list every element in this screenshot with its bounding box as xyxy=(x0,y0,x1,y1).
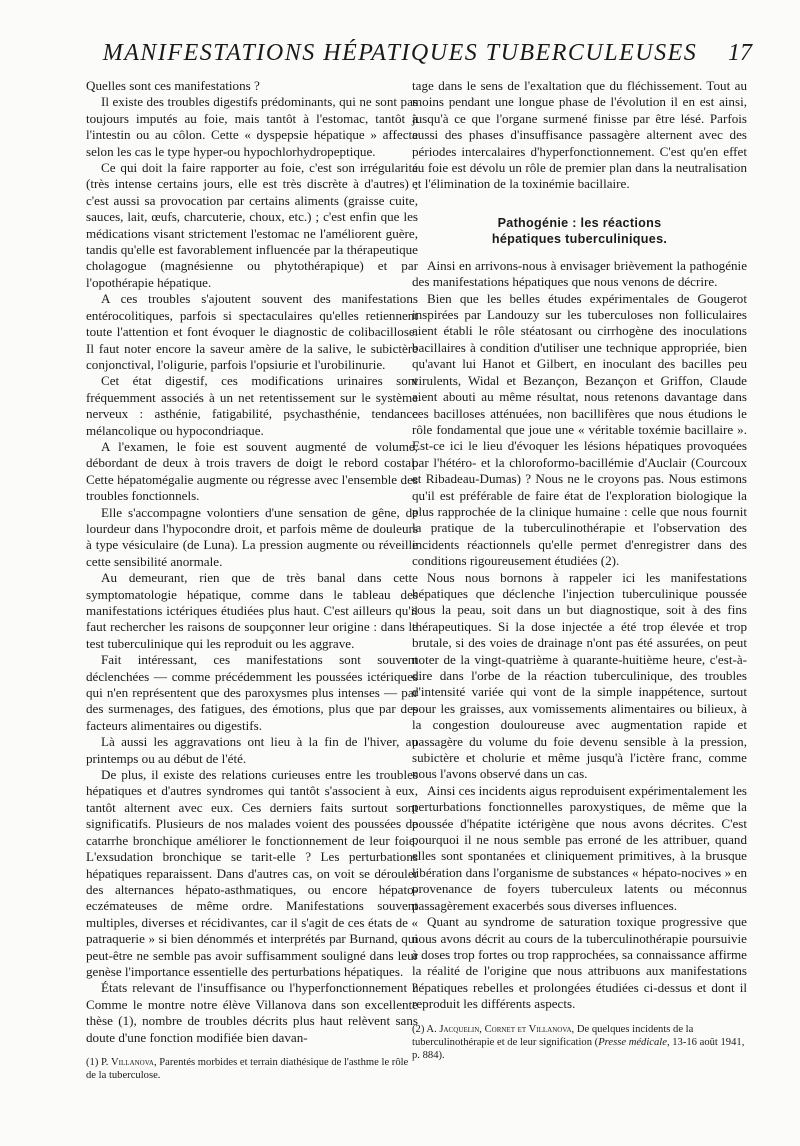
paragraph: Quelles sont ces manifestations ? xyxy=(86,78,260,93)
footnote-1 xyxy=(86,1056,418,1082)
paragraph: États relevant de l'insuffisance ou l'hyperfonctionnement ? Comme le montre notre élève Villanova dans son excellente thèse (1), nombre de troubles décrits plus haut relèvent sans doute d'une fonction modifiée bien davan- xyxy=(86,980,418,1045)
footnote-marker: (2) A. xyxy=(412,1023,437,1035)
paragraph: Cet état digestif, ces modifications urinaires sont fréquemment associés à un net retentissement sur le système nerveux : asthénie, fatigabilité, psychasthénie, tendance mélancolique ou hypocondriaque. xyxy=(86,373,418,438)
paragraph: A l'examen, le foie est souvent augmenté de volume, débordant de deux à trois travers de doigt le rebord costal. Cette hépatomégalie augmente ou régresse avec l'ensemble des troubles fonctionnels. xyxy=(86,438,418,504)
paragraph: Ce qui doit la faire rapporter au foie, c'est son irrégularité (très intense certains jours, elle est très discrète à d'autres) ; c'est aussi sa provocation par certains aliments (graisse cuite, sauces, lait, œufs, charcuterie, choux, etc.) ; c'est enfin que les médications visant strictement l'estomac ne l'améliorent guère, tandis qu'elle est favorablement influencée par la thérapeutique cholagogue (magnésienne ou phytothérapique) et par l'opothérapie hépatique. xyxy=(86,160,418,290)
paragraph: Fait intéressant, ces manifestations sont souvent déclenchées — comme précédemment les poussées ictériques qui n'en représentent que des paroxysmes plus intenses — par des surmenages, des fatigues, des émotions, plus que par des facteurs alimentaires ou digestifs. xyxy=(86,652,418,733)
section-heading-line: hépatiques tuberculiniques. xyxy=(491,231,668,246)
paragraph: Nous nous bornons à rappeler ici les manifestations hépatiques que déclenche l'injection tuberculinique poussée sous la peau, soit dans un but diagnostique, soit à des fins thérapeutiques. Si la dose injectée a été trop élevée et trop brutale, si des voies de drainage n'ont pas été assurées, on peut noter de la vingt-quatrième à quarante-huitième heure, c'est-à-dire dans l'orbe de la réaction tuberculinique, des troubles d'intensité variée qui vont de la simple inappétence, surtout pour les graisses, aux vomissements alimentaires ou bilieux, à la congestion douloureuse avec augmentation rapide et passagère du volume du foie devenu sensible à la pression, subictère et cholurie et même jusqu'à l'ictère franc, comme nous l'avons observé dans un cas. xyxy=(412,569,747,782)
paragraph: De plus, il existe des relations curieuses entre les troubles hépatiques et d'autres syndromes qui tantôt s'associent à eux, tantôt alternent avec eux. Ces derniers faits surtout sont significatifs. Plusieurs de nos malades voient des poussées de catarrhe bronchique améliorer le fonctionnement de leur foie. L'exsudation bronchique se tarit-elle ? Les perturbations hépatiques reparaissent. Dans d'autres cas, on voit se dérouler des alternances hépato-asthmatiques, ou encore hépato-eczémateuses de même ordre. Manifestations souvent multiples, diverses et récidivantes, car il s'agit de ces états de « patraquerie » si bien dénommés et interprétés par Burnand, qui peut-être ne semble pas avoir suffisamment souligné dans leur genèse l'importance essentielle des perturbations hépatiques. xyxy=(86,767,418,979)
footnote-authors: Jacquelin, Cornet et Villanova xyxy=(439,1023,572,1035)
running-title: MANIFESTATIONS HÉPATIQUES TUBERCULEUSES xyxy=(102,40,698,66)
footnote-author: Villanova xyxy=(111,1056,154,1068)
paragraph: Il existe des troubles digestifs prédominants, qui ne sont pas toujours imputés au foie, mais tantôt à l'estomac, tantôt à l'intestin ou au côlon. Cette « dyspepsie hépatique » affecte selon les cas le type hyper-ou hypochlorhydropeptique. xyxy=(86,94,418,159)
footnote-ref: , 13-16 août 1941, p. 884). xyxy=(412,1036,745,1061)
left-column xyxy=(86,78,418,1082)
paragraph: Quant au syndrome de saturation toxique progressive que nous avons décrit au cours de la tuberculinothérapie poursuivie à doses trop fortes ou trop rapprochées, sa connaissance affirme la réalité de l'origine que nous attribuons aux manifestations hépatiques rebelles et prolongées étudiées ci-dessus et dont il reproduit les différents aspects. xyxy=(412,914,747,1012)
footnote-text: , Parentés morbides et terrain diathésique de l'asthme le rôle de la tuberculose. xyxy=(86,1056,409,1082)
paragraph: Elle s'accompagne volontiers d'une sensation de gêne, de lourdeur dans l'hypocondre droit, et parfois même de douleurs à type vésiculaire (de Luna). La pression augmente ou réveille cette sensibilité anormale. xyxy=(86,504,418,569)
paragraph: A ces troubles s'ajoutent souvent des manifestations entérocolitiques, parfois si spectaculaires qu'elles retiennent toute l'attention et font évoquer le diagnostic de colibacillose. Il faut noter encore la saveur amère de la salive, le subictère conjonctival, l'oligurie, parfois l'opsiurie et l'urobilinurie. xyxy=(86,291,418,372)
right-column xyxy=(412,78,747,1062)
paragraph: Au demeurant, rien que de très banal dans cette symptomatologie hépatique, comme dans le tableau des manifestations ictériques étudiées plus haut. C'est ailleurs qu'il faut rechercher les raisons de soupçonner leur origine : dans le test tuberculinique qui les reproduit ou les aggrave. xyxy=(86,570,418,651)
page-header xyxy=(0,40,800,76)
section-heading xyxy=(412,215,747,247)
paragraph: Ainsi en arrivons-nous à envisager brièvement la pathogénie des manifestations hépatiques que nous venons de décrire. xyxy=(412,257,747,290)
paragraph: Ainsi ces incidents aigus reproduisent expérimentalement les perturbations fonctionnelles paroxystiques, de même que la poussée d'hépatite ictérigène que nous avons décrites. C'est pourquoi il ne nous semble pas erroné de les attribuer, quand elles sont spontanées et cliniquement primitives, à la brusque libération dans l'organisme de substances « hépato-nocives » en provenance de foyers tuberculeux latents ou méconnus passagèrement exacerbés sous diverses influences. xyxy=(412,782,747,913)
footnote-2 xyxy=(412,1023,747,1063)
paragraph: Là aussi les aggravations ont lieu à la fin de l'hiver, au printemps ou au début de l'été. xyxy=(86,734,418,766)
footnote-marker: (1) P. xyxy=(86,1056,109,1068)
page-number: 17 xyxy=(728,40,752,66)
footnote-title: , De quelques incidents de la tuberculinothérapie et de leur signification ( xyxy=(412,1023,694,1048)
section-heading-line: Pathogénie : les réactions xyxy=(497,215,662,230)
footnote-journal: Presse médicale xyxy=(598,1036,667,1048)
paragraph: tage dans le sens de l'exaltation que du fléchissement. Tout au moins pendant une longue phase de l'évolution il en est ainsi, jusqu'à ce que l'organe surmené finisse par être lésé. Parfois aussi des phases d'insuffisance passagère alternent avec des périodes intercalaires d'hyperfonctionnement. C'est qu'en effet au foie est dévolu un rôle de premier plan dans la neutralisation et l'élimination de la toxinémie bacillaire. xyxy=(412,78,747,192)
paragraph: Bien que les belles études expérimentales de Gougerot inspirées par Landouzy sur les tuberculoses non folliculaires aient établi le rôle stéatosant ou cirrhogène des inoculations bacillaires à condition d'utiliser une technique appropriée, bien qu'avant lui Hanot et Gilbert, en inoculant des bacilles peu virulents, Widal et Bezançon, Bezançon et Griffon, Claude aient abouti au même résultat, nous retenons davantage dans ces bacilloses atténuées, non bacillifères que nous étudions le rôle fondamental que joue une « véritable toxémie bacillaire ». Est-ce ici le lieu d'évoquer les lésions hépatiques provoquées par l'hétéro- et la chloroformo-bacillémie d'Auclair (Courcoux et Ribadeau-Dumas) ? Nous ne le croyons pas. Nous estimons qu'il est préférable de faire état de l'exploration biologique la plus rapprochée de la clinique humaine : celle que nous fournit la pratique de la tuberculinothérapie et l'observation des incidents réactionnels qu'elle permet d'enregistrer dans des conditions rigoureusement étudiées (2). xyxy=(412,290,747,569)
